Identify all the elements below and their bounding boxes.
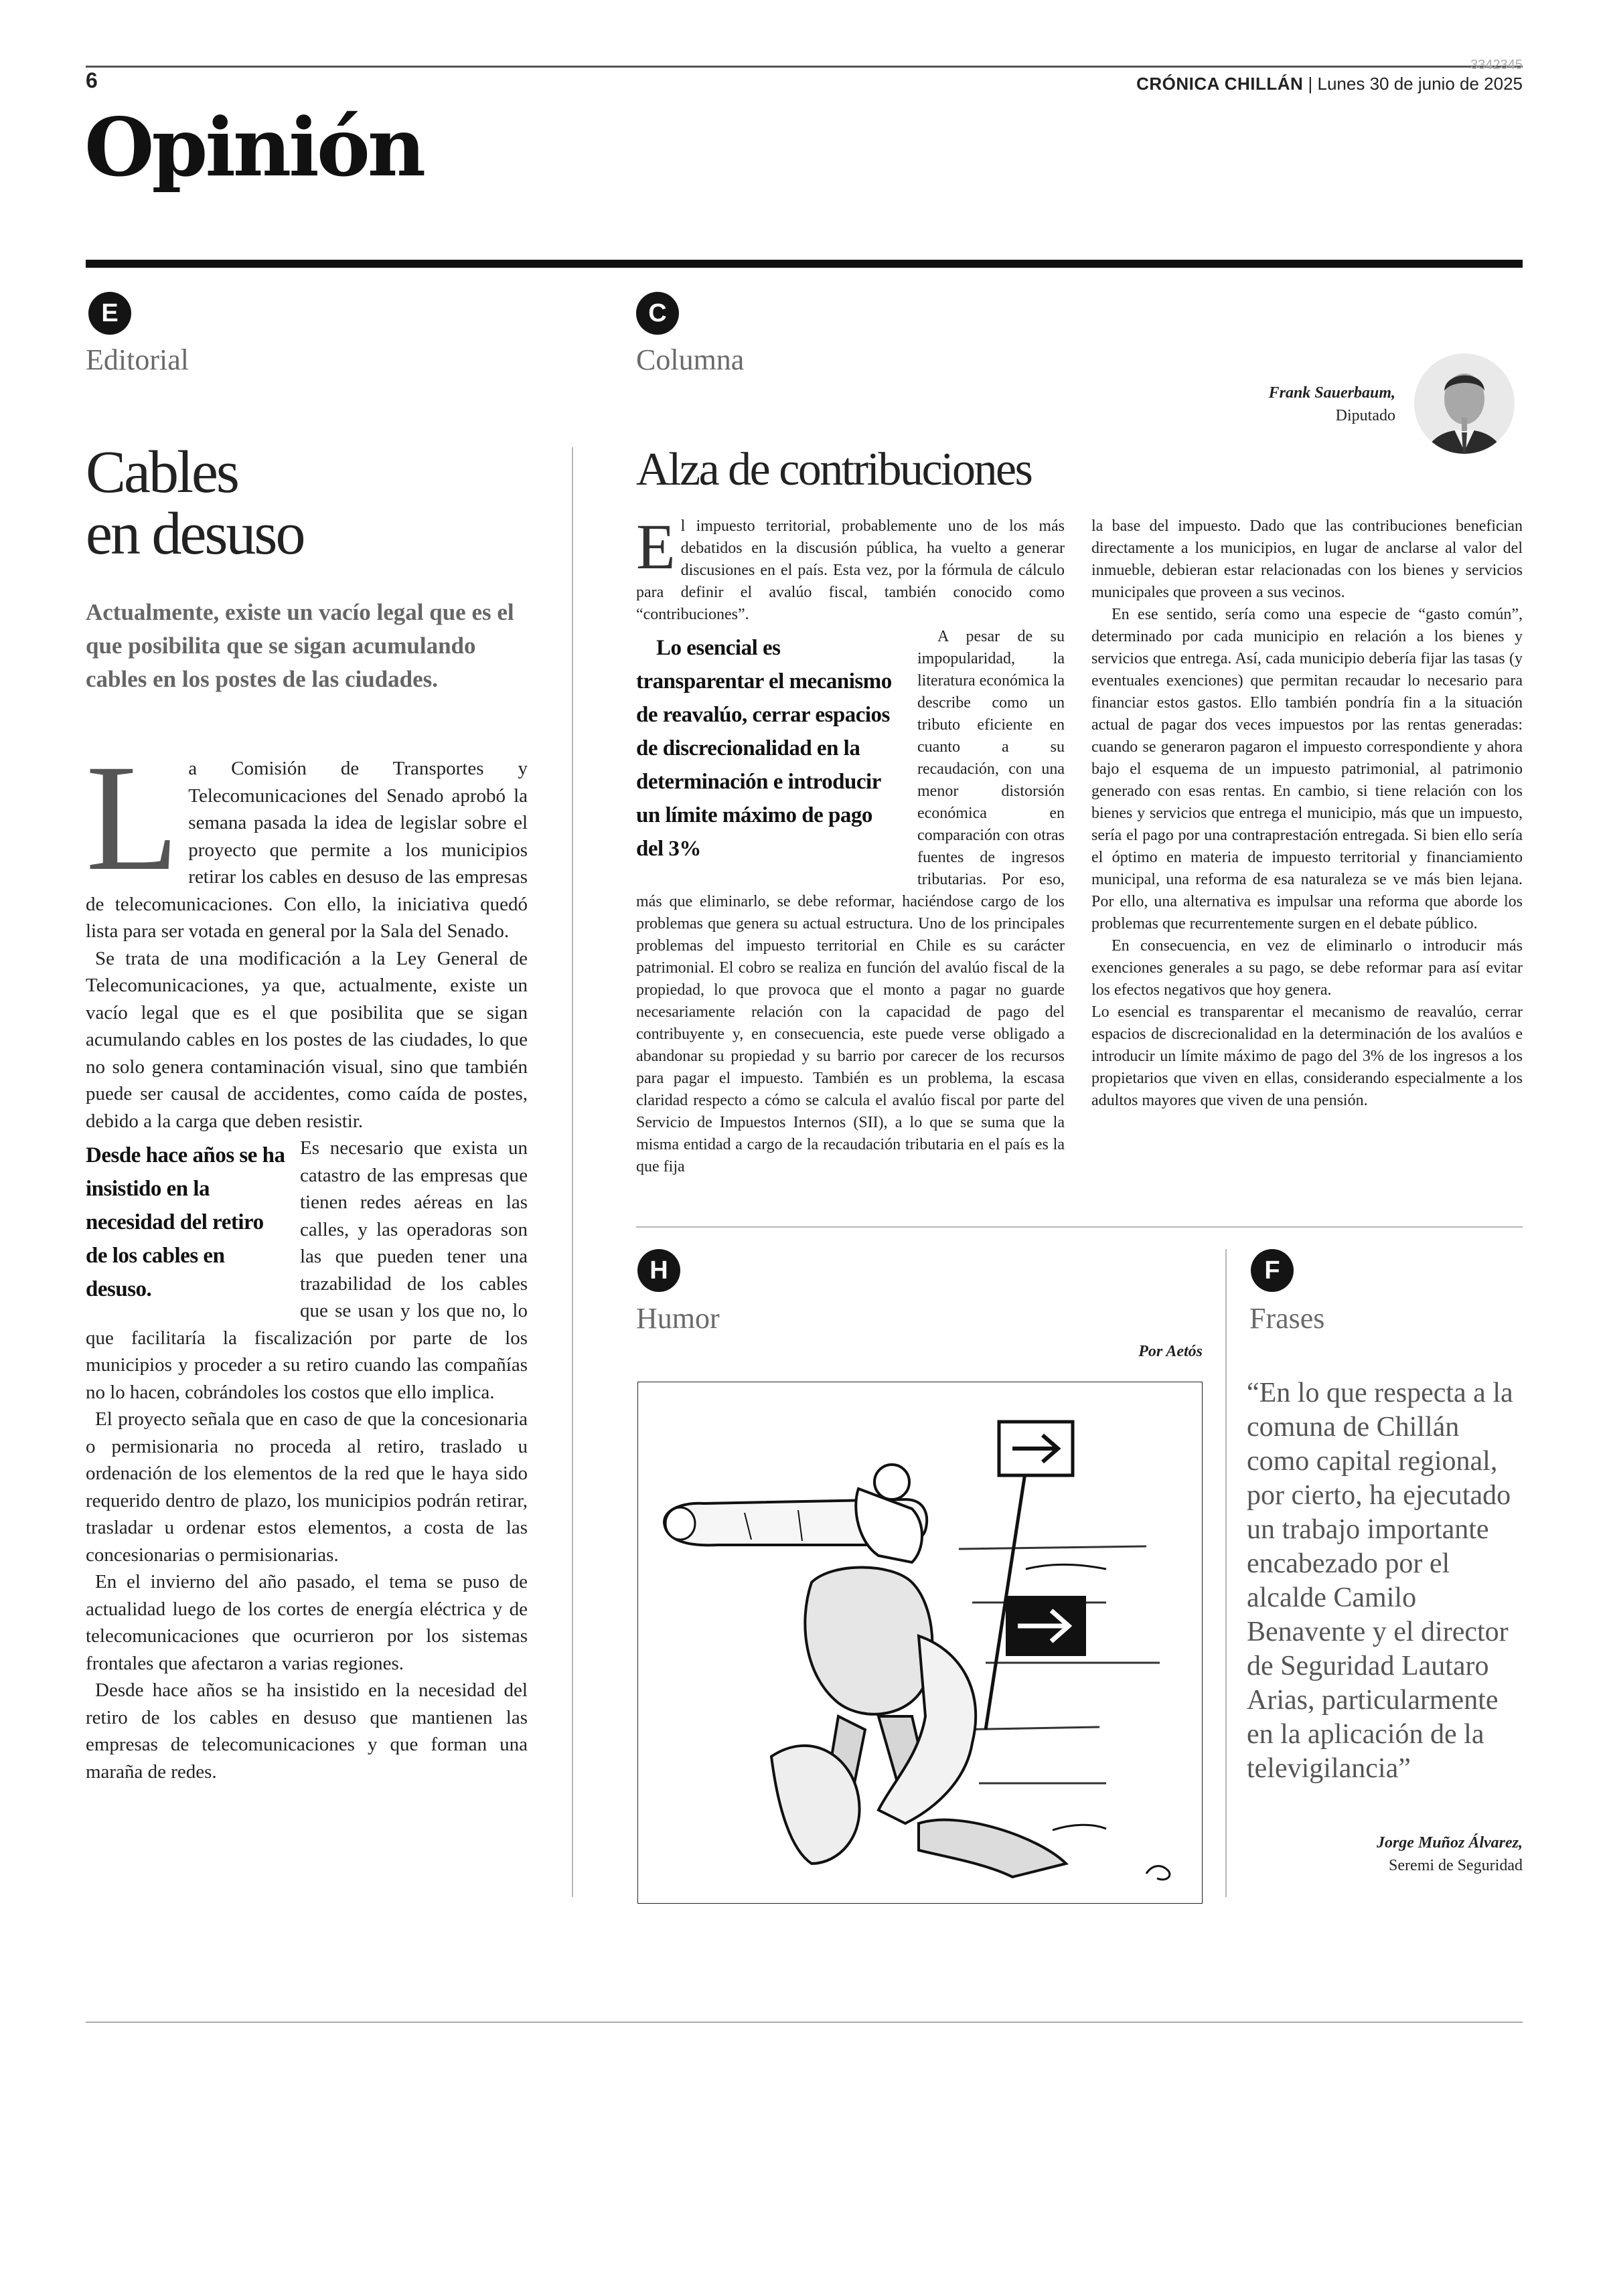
header-rule bbox=[86, 66, 1523, 68]
editorial-paragraph bbox=[86, 734, 528, 945]
column-pull-quote: Lo esencial es transparentar el mecanismo de reavalúo, cerrar espacios de discrecionalidad en la determinación e introducir un límite máximo de pago del 3% bbox=[636, 636, 892, 861]
frases-kicker: Frases bbox=[1249, 1302, 1325, 1335]
frases-divider bbox=[1225, 1249, 1227, 1897]
editorial-p1: a Comisión de Transportes y Telecomunicaciones del Senado aprobó la semana pasada la idea de legislar sobre el proyecto que permite a los municipios retirar los cables en desuso de las empresas de telecomunicaciones. Con ello, la iniciativa quedó lista para ser votada en general por la Sala del Senado. bbox=[86, 758, 528, 942]
column-author-name: Frank Sauerbaum, bbox=[1268, 384, 1395, 402]
humor-badge: H bbox=[637, 1249, 680, 1292]
publication-name: CRÓNICA CHILLÁN bbox=[1136, 74, 1304, 94]
column-badge: C bbox=[636, 292, 679, 335]
editorial-pull-quote: Desde hace años se ha insistido en la necesidad del retiro de los cables en desuso. bbox=[86, 1143, 285, 1301]
column-bottom-rule bbox=[636, 1226, 1523, 1228]
column-headline: Alza de contribuciones bbox=[636, 444, 1032, 495]
column-p1: l impuesto territorial, probablemente uno de los más debatidos en la discusión pública, ha vuelto a generar discusiones en el país. Esta vez, por la fórmula de cálculo para definir el avalúo fiscal, también conocido como “contribuciones”. bbox=[636, 517, 1065, 623]
column-dropcap: E bbox=[636, 511, 676, 582]
column-paragraph bbox=[636, 626, 1065, 1178]
issue-date: Lunes 30 de junio de 2025 bbox=[1317, 74, 1523, 94]
editorial-headline-line2: en desuso bbox=[86, 501, 304, 567]
column-kicker: Columna bbox=[636, 343, 745, 376]
frases-author-role: Seremi de Seguridad bbox=[1389, 1857, 1523, 1874]
editorial-lead: Actualmente, existe un vacío legal que es el que posibilita que se sigan acumulando cables en los postes de las ciudades. bbox=[86, 599, 514, 692]
editorial-headline bbox=[86, 439, 554, 567]
frases-badge: F bbox=[1251, 1249, 1294, 1292]
page-number: 6 bbox=[86, 68, 98, 92]
column-paragraph: la base del impuesto. Dado que las contribuciones benefician directamente a los municipios, en lugar de anclarse al valor del inmueble, debieran estar relacionadas con los bienes y servicios municipales que proveen a sus vecinos. bbox=[1091, 517, 1523, 601]
editorial-p3: Es necesario que exista un catastro de las empresas que tienen redes aéreas en las calles, y las operadoras son las que pueden tener una trazabilidad de los cables que se usan y los que no, lo que facilitaría la fiscalización por parte de los municipios y proceder a su retiro cuando las compañías no lo hacen, cobrándoles los costos que ello implica. bbox=[86, 1137, 528, 1403]
author-avatar bbox=[1414, 344, 1515, 463]
column-paragraph: En ese sentido, sería como una especie de “gasto común”, determinado por cada municipio en relación a los bienes y servicios que entrega. Así, cada municipio debería fijar las tasas (y eventuales exenciones) que permitan recaudar lo necesario para financiar estos gastos. Ello también pondría fin a la situación actual de pagar dos veces impuestos por las rentas generadas: cuando se generaron pagaron el impuesto correspondiente y ahora bajo el esquema de un impuesto patrimonial, al patrimonio generado con esas rentas. En cambio, si tiene relación con los bienes y servicios que entrega el municipio, más que un impuesto, sería el pago por una contraprestación entregada. Si bien ello sería el óptimo en materia de impuesto territorial y financiamiento municipal, una reforma de esa naturaleza se ve más bien lejana. Por ello, una alternativa es impulsar una reforma que aborde los problemas que recurrentemente surgen en el debate público. bbox=[1091, 606, 1523, 932]
column-divider bbox=[572, 447, 573, 1897]
column-body-left bbox=[636, 511, 1065, 1178]
editorial-cartoon bbox=[637, 1382, 1203, 1904]
editorial-paragraph: Desde hace años se ha insistido en la necesidad del retiro de los cables en desuso que mantienen las empresas de telecomunicaciones y que forman una maraña de redes. bbox=[86, 1679, 528, 1783]
frases-author: Jorge Muñoz Álvarez, bbox=[1376, 1834, 1523, 1852]
column-p2: A pesar de su impopularidad, la literatura económica la describe como un tributo eficiente en cuanto a su recaudación, con una menor distorsión económica en comparación con otras fuentes de ingresos tributarias. Por eso, más que eliminarlo, se debe reformar, haciéndose cargo de los problemas que genera su actual estructura. Uno de los principales problemas del impuesto territorial en Chile es su carácter patrimonial. El cobro se realiza en función del avalúo fiscal de la propiedad, lo que provoca que el monto a pagar no guarde necesariamente relación con la capacidad de pago del contribuyente y, en consecuencia, este puede verse obligado a abandonar su propiedad y su barrio por carecer de los recursos para pagar el impuesto. También es un problema, la escasa claridad respecto a cómo se calcula el avalúo fiscal por parte del Servicio de Impuestos Internos (SII), a lo que se suma que la misma entidad a cargo de la recaudación tributaria en el país es la que fija bbox=[636, 628, 1065, 1175]
column-paragraph bbox=[636, 511, 1065, 626]
editorial-paragraph bbox=[86, 1135, 528, 1406]
column-body-right bbox=[1091, 515, 1523, 1112]
editorial-paragraph: Se trata de una modificación a la Ley General de Telecomunicaciones, ya que, actualmente, existe un vacío legal que es el que posibilita que se sigan acumulando cables en los postes de las ciudades, lo que no solo genera contaminación visual, sino que también puede ser causal de accidentes, como caída de postes, debido a la carga que deben resistir. bbox=[86, 947, 528, 1132]
editorial-kicker: Editorial bbox=[86, 343, 189, 376]
section-title: Opinión bbox=[84, 100, 424, 195]
section-rule bbox=[86, 260, 1523, 268]
masthead: CRÓNICA CHILLÁN | Lunes 30 de junio de 2025 bbox=[1136, 74, 1523, 94]
editorial-dropcap: L bbox=[86, 734, 179, 902]
editorial-paragraph: En el invierno del año pasado, el tema se puso de actualidad luego de los cortes de energía eléctrica y de telecomunicaciones que ocurrieron por los sistemas frontales que afectaron a varias regiones. bbox=[86, 1571, 528, 1674]
frases-quote: “En lo que respecta a la comuna de Chillán como capital regional, por cierto, ha ejecutado un trabajo importante encabezado por el alcalde Camilo Benavente y el director de Seguridad Lautaro Arias, particularmente en la aplicación de la televigilancia” bbox=[1247, 1378, 1513, 1784]
column-paragraph: Lo esencial es transparentar el mecanismo de reavalúo, cerrar espacios de discrecionalidad en la determinación de los avalúos e introducir un límite máximo de pago del 3% de los ingresos a los propietarios que viven en ellas, considerando especialmente a los adultos mayores que viven de una pensión. bbox=[1091, 1003, 1523, 1109]
editorial-headline-line1: Cables bbox=[86, 439, 238, 505]
column-paragraph: En consecuencia, en vez de eliminarlo o introducir más exenciones generales a su pago, se debe reformar para así evitar los efectos negativos que hoy genera. bbox=[1091, 937, 1523, 999]
editorial-body bbox=[86, 734, 528, 1785]
column-author-role: Diputado bbox=[1335, 407, 1395, 424]
humor-byline: Por Aetós bbox=[1138, 1343, 1203, 1360]
editorial-paragraph: El proyecto señala que en caso de que la concesionaria o permisionaria no proceda al retiro, traslado u ordenación de los elementos de la red que le haya sido requerido dentro de plazo, los municipios podrán retirar, trasladar u ordenar estos elementos, a costa de las concesionarias o permisionarias. bbox=[86, 1408, 528, 1566]
bottom-rule bbox=[86, 2022, 1523, 2023]
archive-stamp: 3342345 bbox=[1470, 58, 1523, 72]
editorial-badge: E bbox=[88, 292, 131, 335]
humor-kicker: Humor bbox=[636, 1302, 720, 1335]
